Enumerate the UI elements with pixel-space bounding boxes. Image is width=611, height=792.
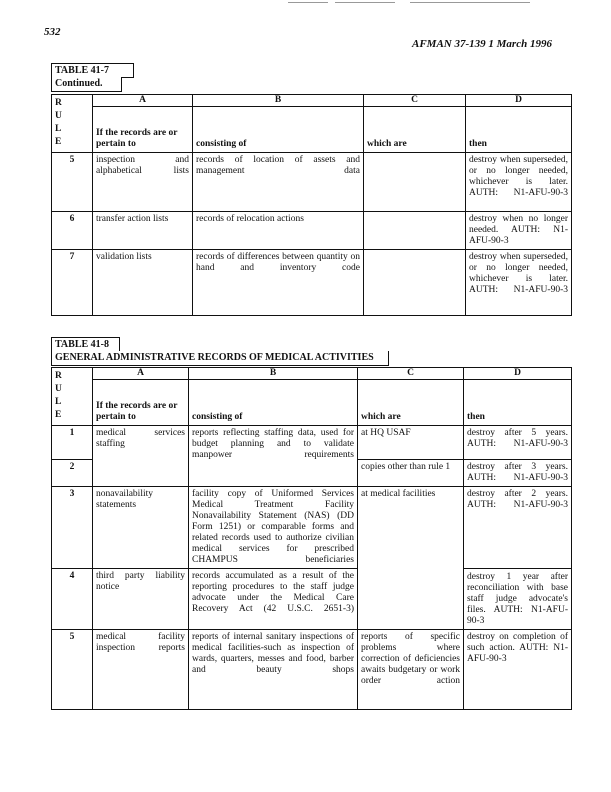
table-row [52, 250, 572, 316]
cell-a: medical facility inspection reports [93, 630, 189, 710]
rule-number: 4 [52, 569, 93, 630]
document-title: AFMAN 37-139 1 March 1996 [412, 38, 552, 50]
rule-number: 1 [52, 426, 93, 460]
table-row [52, 153, 572, 212]
header-which-are: which are [364, 107, 466, 153]
cell-c [364, 153, 466, 212]
table-subtitle: GENERAL ADMINISTRATIVE RECORDS OF MEDICAL ACTIVITIES [51, 351, 389, 366]
cell-b: reports of internal sanitary inspections of medical facilities-such as inspection of wards, quarters, messes and food, barber and beauty shops [189, 630, 358, 710]
rule-number: 6 [52, 212, 93, 250]
records-table-41-7 [51, 94, 572, 316]
rule-number: 5 [52, 153, 93, 212]
cell-c [364, 212, 466, 250]
cell-d: destroy when no longer needed. AUTH: N1-AFU-90-3 [466, 212, 572, 250]
cell-c: at medical facilities [358, 487, 464, 630]
cell-c: at HQ USAF [358, 426, 464, 460]
cell-a: nonavailability statements [93, 487, 189, 569]
cell-b: facility copy of Uniformed Services Medical Treatment Facility Nonavailability Statement (NAS) (DD Form 1251) or comparable forms and related records used to authorize civilian medical services for prescribed CHAMPUS beneficiaries [189, 487, 358, 569]
cell-b: records accumulated as a result of the reporting procedures to the staff judge advocate under the Medical Care Recovery Act (42 U.S.C. 2651-3) [189, 569, 358, 630]
table-row [52, 630, 572, 710]
table-row [52, 426, 572, 460]
rule-header: R U L E [52, 368, 93, 426]
cell-d: destroy after 2 years. AUTH: N1-AFU-90-3 [464, 487, 572, 569]
table-subtitle: Continued. [51, 77, 122, 92]
cell-c: reports of specific problems where correction of deficiencies awaits budgetary or work order action [358, 630, 464, 710]
cell-d: destroy 1 year after reconciliation with base staff judge advocate's files. AUTH: N1-AFU-90-3 [464, 569, 572, 630]
cell-a: inspection and alphabetical lists [93, 153, 193, 212]
table-row [52, 212, 572, 250]
page-number: 532 [44, 26, 61, 38]
column-letter-c: C [364, 95, 466, 107]
table-row [52, 487, 572, 569]
header-which-are: which are [358, 380, 464, 426]
column-letter-b: B [193, 95, 364, 107]
column-letter-a: A [93, 368, 189, 380]
records-table-41-8 [51, 367, 572, 710]
cell-c [364, 250, 466, 316]
header-records: If the records are or pertain to [93, 380, 189, 426]
table-row [52, 569, 572, 630]
cell-a: third party liability notice [93, 569, 189, 630]
cell-d: destroy when superseded, or no longer needed, whichever is later. AUTH: N1-AFU-90-3 [466, 153, 572, 212]
cell-a: medical services staffing [93, 426, 189, 487]
column-letter-c: C [358, 368, 464, 380]
header-consisting: consisting of [189, 380, 358, 426]
header-records: If the records are or pertain to [93, 107, 193, 153]
rule-number: 3 [52, 487, 93, 569]
header-consisting: consisting of [193, 107, 364, 153]
column-letter-d: D [464, 368, 572, 380]
header-then: then [464, 380, 572, 426]
table-title: TABLE 41-7 [51, 63, 134, 78]
column-letter-a: A [93, 95, 193, 107]
cell-b: reports reflecting staffing data, used for budget planning and to validate manpower requirements [189, 426, 358, 487]
rule-header: R U L E [52, 95, 93, 153]
rule-number: 7 [52, 250, 93, 316]
cell-d: destroy on completion of such action. AUTH: N1-AFU-90-3 [464, 630, 572, 710]
top-rule [410, 2, 530, 3]
cell-a: transfer action lists [93, 212, 193, 250]
rule-number: 5 [52, 630, 93, 710]
cell-b: records of relocation actions [193, 212, 364, 250]
cell-b: records of differences between quantity on hand and inventory code [193, 250, 364, 316]
table-title: TABLE 41-8 [51, 337, 120, 352]
column-letter-d: D [466, 95, 572, 107]
column-letter-b: B [189, 368, 358, 380]
header-then: then [466, 107, 572, 153]
cell-b: records of location of assets and management data [193, 153, 364, 212]
cell-d: destroy after 5 years. AUTH: N1-AFU-90-3 [464, 426, 572, 460]
cell-a: validation lists [93, 250, 193, 316]
cell-d: destroy when superseded, or no longer needed, whichever is later. AUTH: N1-AFU-90-3 [466, 250, 572, 316]
cell-c: copies other than rule 1 [358, 460, 464, 487]
cell-d: destroy after 3 years. AUTH: N1-AFU-90-3 [464, 460, 572, 487]
top-rule [335, 2, 395, 3]
rule-number: 2 [52, 460, 93, 487]
top-rule [288, 2, 328, 3]
